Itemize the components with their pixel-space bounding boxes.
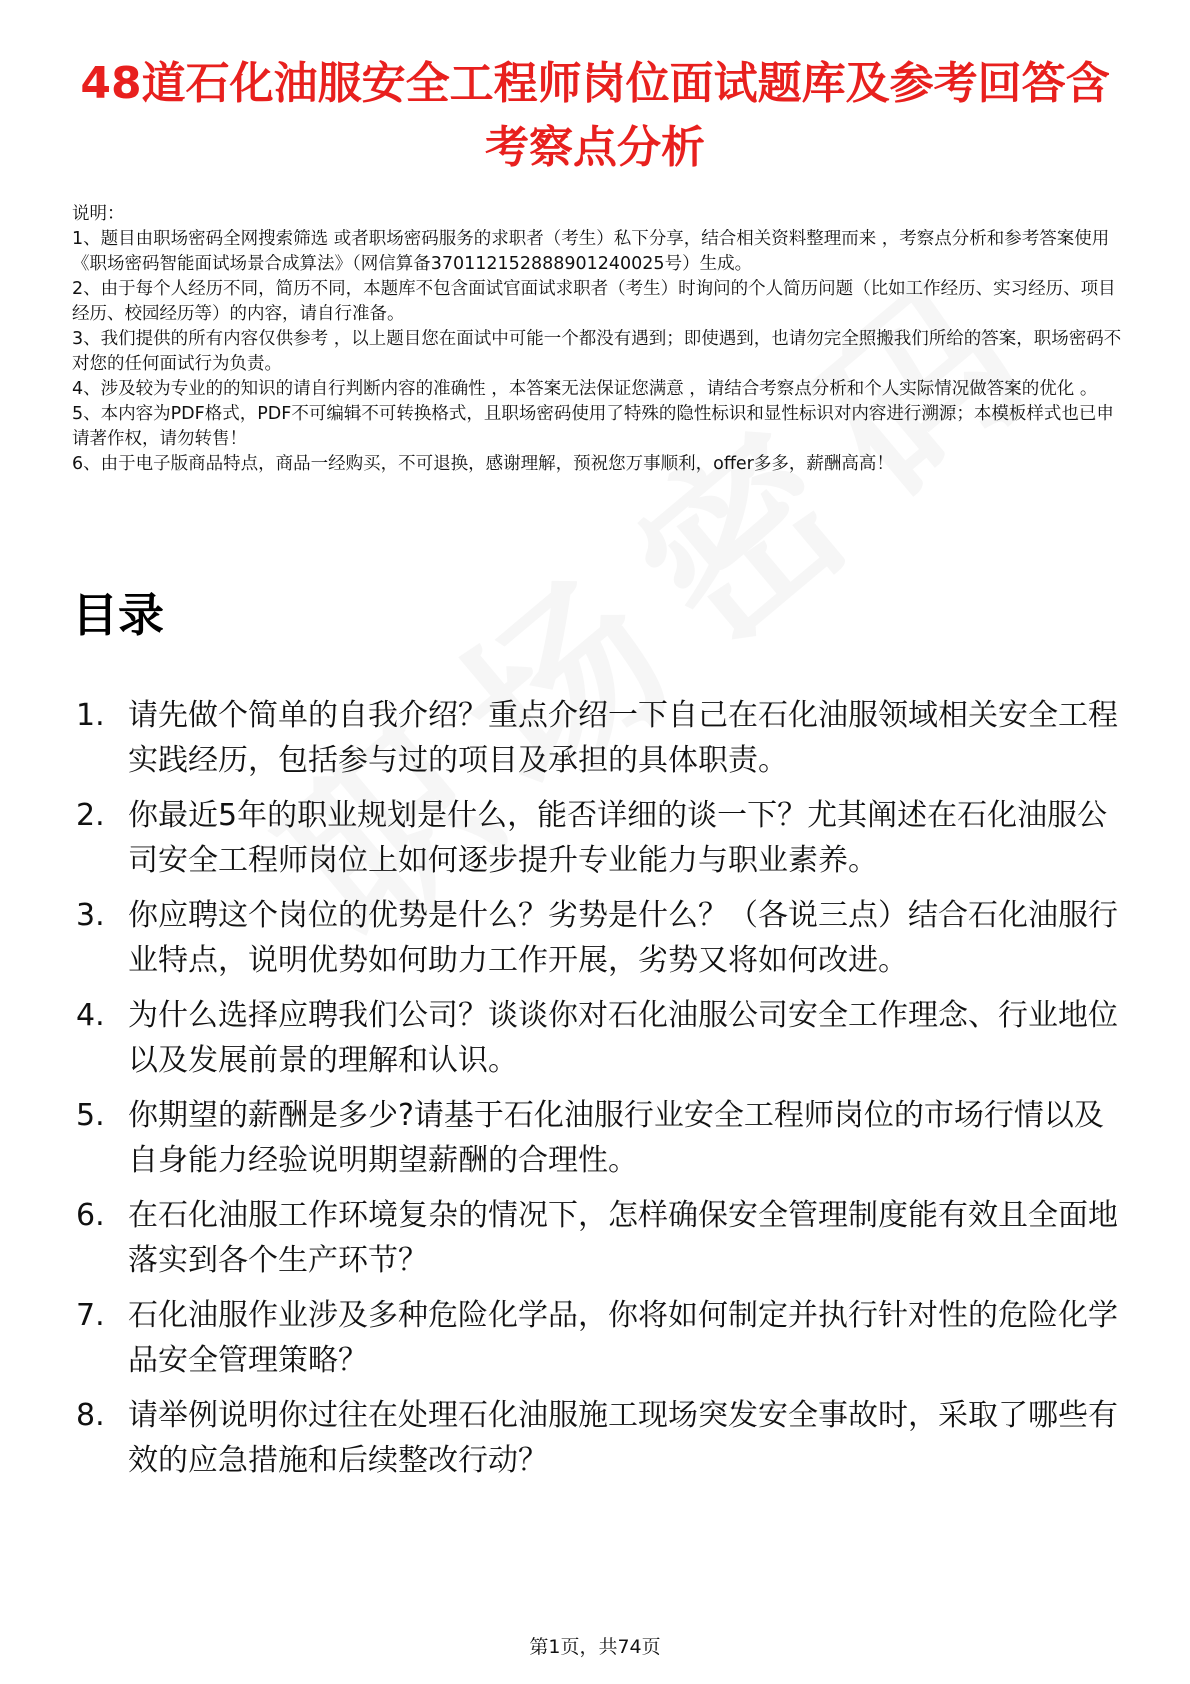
page-footer: 第1页，共74页 [529,1636,661,1658]
toc-heading: 目录 [72,588,164,642]
question-text: 为什么选择应聘我们公司？谈谈你对石化油服公司安全工作理念、行业地位以及发展前景的理解和认识。 [128,998,1118,1078]
document-title: 48道石化油服安全工程师岗位面试题库及参考回答含考察点分析 [80,58,1110,173]
question-item [72,993,1127,1083]
note-item: 3、我们提供的所有内容仅供参考 ，以上题目您在面试中可能一个都没有遇到；即使遇到，也请勿完全照搬我们所给的答案，职场密码不对您的任何面试行为负责。 [72,329,1122,374]
question-item [72,1193,1127,1283]
question-text: 请先做个简单的自我介绍？重点介绍一下自己在石化油服领域相关安全工程实践经历，包括参与过的项目及承担的具体职责。 [128,698,1118,778]
question-number: 3. [76,898,105,933]
note-item: 6、由于电子版商品特点，商品一经购买，不可退换，感谢理解，预祝您万事顺利，offer多多，薪酬高高！ [72,454,894,474]
note-item: 5、本内容为PDF格式，PDF不可编辑不可转换格式，且职场密码使用了特殊的隐性标识和显性标识对内容进行溯源；本模板样式也已申请著作权，请勿转售！ [72,404,1114,449]
question-number: 6. [76,1198,105,1233]
question-text: 在石化油服工作环境复杂的情况下，怎样确保安全管理制度能有效且全面地落实到各个生产环节？ [128,1198,1118,1278]
question-list [72,693,1127,1483]
question-text: 石化油服作业涉及多种危险化学品，你将如何制定并执行针对性的危险化学品安全管理策略？ [128,1298,1118,1378]
question-item [72,893,1127,983]
question-number: 5. [76,1098,105,1133]
question-text: 你应聘这个岗位的优势是什么？劣势是什么？（各说三点）结合石化油服行业特点，说明优势如何助力工作开展，劣势又将如何改进。 [128,898,1118,978]
question-item [72,793,1127,883]
question-item [72,1293,1127,1383]
note-item: 1、题目由职场密码全网搜索筛选 或者职场密码服务的求职者（考生）私下分享，结合相关资料整理而来 ，考察点分析和参考答案使用《职场密码智能面试场景合成算法》（网信算备370112152888901240025号）生成。 [72,229,1110,274]
question-text: 请举例说明你过往在处理石化油服施工现场突发安全事故时，采取了哪些有效的应急措施和后续整改行动？ [128,1398,1118,1478]
note-item: 2、由于每个人经历不同，简历不同，本题库不包含面试官面试求职者（考生）时询问的个人简历问题（比如工作经历、实习经历、项目经历、校园经历等）的内容，请自行准备。 [72,279,1116,324]
question-item [72,693,1127,783]
notes-section [72,202,1122,477]
question-number: 4. [76,998,105,1033]
question-number: 1. [76,698,105,733]
question-item [72,1393,1127,1483]
question-item [72,1093,1127,1183]
question-text: 你期望的薪酬是多少?请基于石化油服行业安全工程师岗位的市场行情以及自身能力经验说明期望薪酬的合理性。 [128,1098,1104,1178]
question-number: 2. [76,798,105,833]
question-number: 7. [76,1298,105,1333]
question-number: 8. [76,1398,105,1433]
notes-header: 说明： [72,204,125,224]
question-text: 你最近5年的职业规划是什么，能否详细的谈一下？尤其阐述在石化油服公司安全工程师岗位上如何逐步提升专业能力与职业素养。 [128,798,1108,878]
note-item: 4、涉及较为专业的的知识的请自行判断内容的准确性 ，本答案无法保证您满意 ，请结合考察点分析和个人实际情况做答案的优化 。 [72,379,1098,399]
